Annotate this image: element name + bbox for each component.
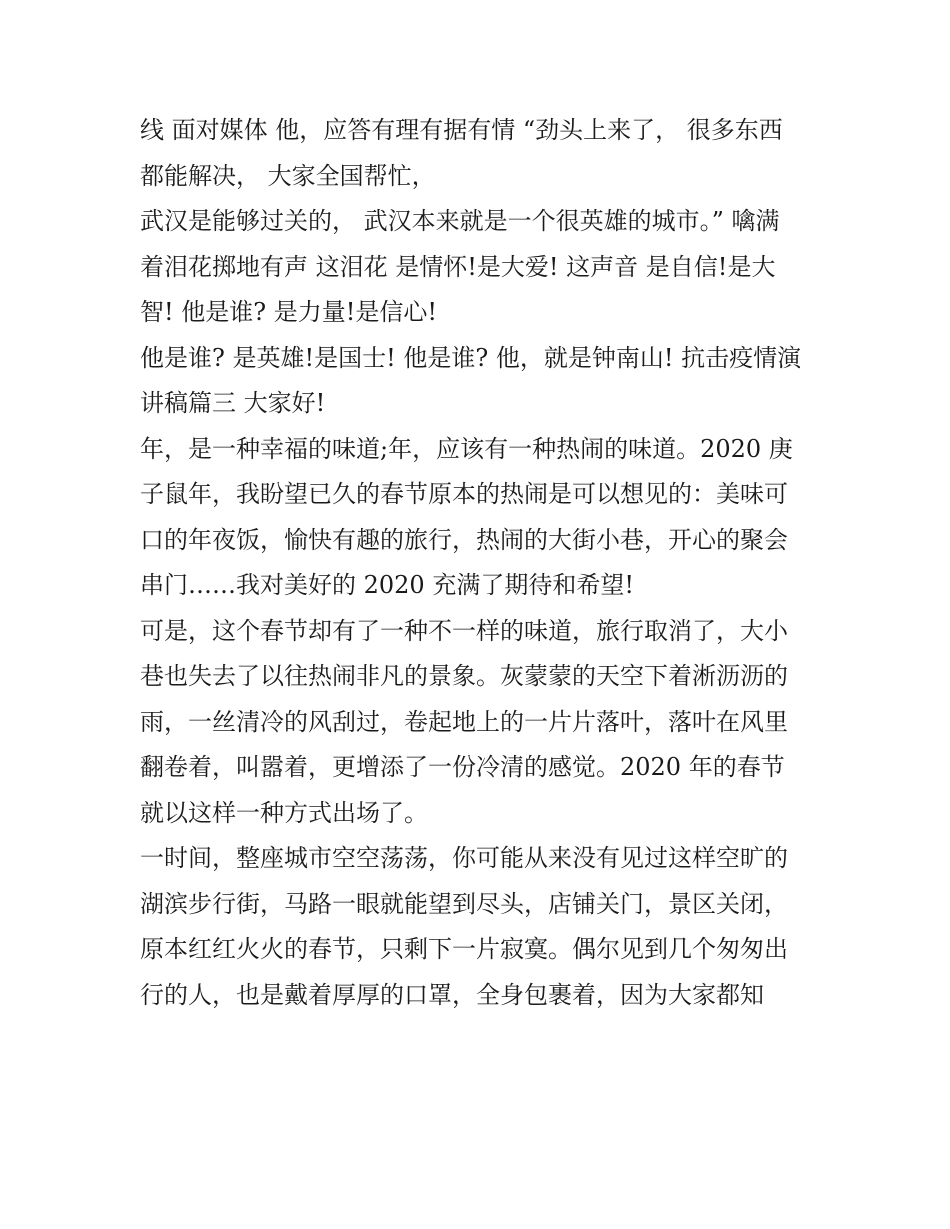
text-line: 年，是一种幸福的味道;年，应该有一种热闹的味道。2020 庚 — [140, 434, 793, 463]
body-text — [140, 108, 820, 1018]
text-line: 雨，一丝清冷的风刮过，卷起地上的一片片落叶，落叶在风里 — [140, 707, 788, 736]
text-line: 武汉是能够过关的， 武汉本来就是一个很英雄的城市。” 噙满 — [140, 207, 780, 235]
text-line: 行的人，也是戴着厚厚的口罩，全身包裹着，因为大家都知 — [140, 980, 764, 1009]
text-line: 翻卷着，叫嚣着，更增添了一份冷清的感觉。2020 年的春节 — [140, 753, 785, 781]
text-line: 口的年夜饭，愉快有趣的旅行，热闹的大街小巷，开心的聚会 — [140, 525, 788, 554]
text-line: 原本红红火火的春节，只剩下一片寂寞。偶尔见到几个匆匆出 — [140, 935, 788, 963]
text-line: 子鼠年，我盼望已久的春节原本的热闹是可以想见的：美味可 — [140, 480, 788, 508]
text-line: 巷也失去了以往热闹非凡的景象。灰蒙蒙的天空下着淅沥沥的 — [140, 662, 788, 690]
text-line: 讲稿篇三 大家好! — [140, 389, 326, 417]
text-line: 线 面对媒体 他，应答有理有据有情 “劲头上来了， 很多东西 — [140, 116, 783, 144]
text-line: 都能解决， 大家全国帮忙， — [140, 161, 436, 190]
text-line: 他是谁? 是英雄!是国士! 他是谁? 他，就是钟南山! 抗击疫情演 — [140, 343, 802, 372]
text-line: 湖滨步行街，马路一眼就能望到尽头，店铺关门，景区关闭， — [140, 889, 788, 918]
text-line: 智! 他是谁? 是力量!是信心! — [140, 298, 438, 326]
text-line: 一时间，整座城市空空荡荡，你可能从来没有见过这样空旷的 — [140, 844, 788, 872]
text-line: 就以这样一种方式出场了。 — [140, 798, 428, 827]
text-line: 串门……我对美好的 2020 充满了期待和希望! — [140, 571, 634, 599]
text-line: 着泪花掷地有声 这泪花 是情怀!是大爱! 这声音 是自信!是大 — [140, 252, 776, 281]
text-line: 可是，这个春节却有了一种不一样的味道，旅行取消了，大小 — [140, 616, 788, 645]
